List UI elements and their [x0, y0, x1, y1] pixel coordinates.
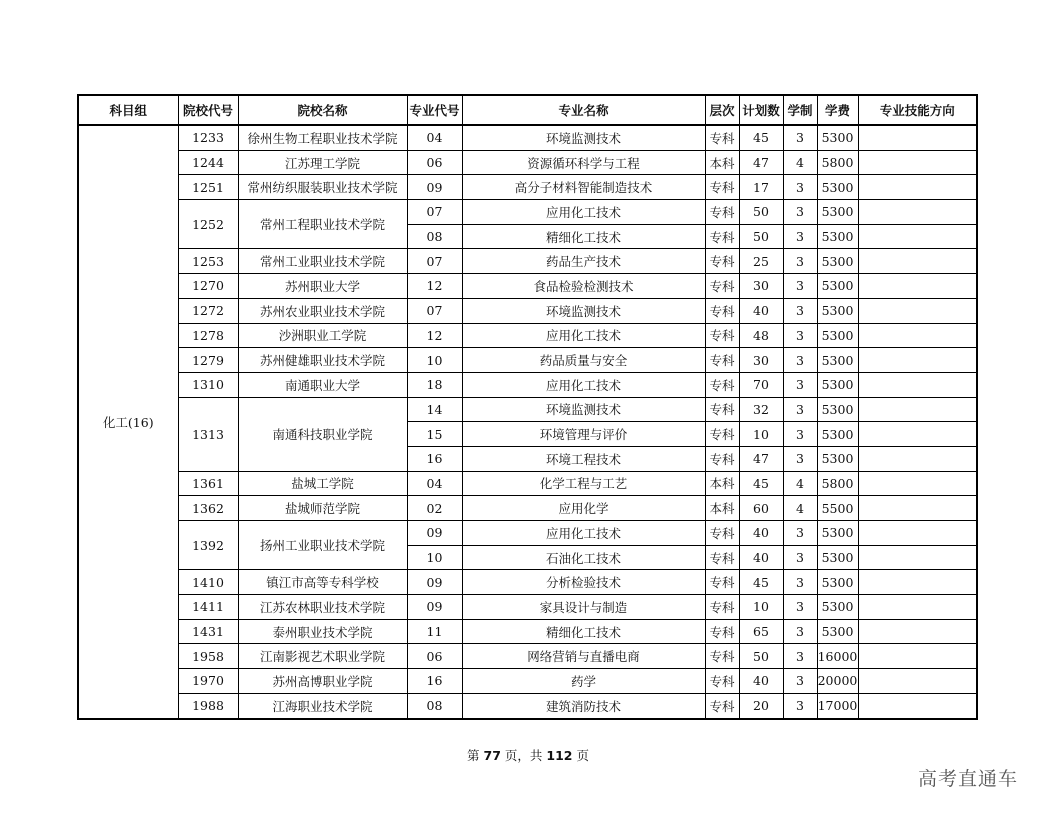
skill-direction-cell [858, 471, 977, 496]
table-row [78, 644, 977, 669]
school-code-cell: 1361 [178, 471, 238, 496]
table-row [78, 669, 977, 694]
plan-count-cell: 17 [739, 175, 783, 200]
duration-cell: 3 [783, 521, 817, 546]
table-row [78, 125, 977, 150]
tuition-cell: 5800 [817, 150, 858, 175]
skill-direction-cell [858, 693, 977, 718]
skill-direction-cell [858, 496, 977, 521]
plan-count-cell: 65 [739, 619, 783, 644]
header-level: 层次 [705, 95, 739, 125]
major-name-cell: 化学工程与工艺 [462, 471, 705, 496]
page-footer [0, 746, 1056, 764]
table-row [78, 619, 977, 644]
major-name-cell: 药品生产技术 [462, 249, 705, 274]
school-code-cell: 1251 [178, 175, 238, 200]
table-row [78, 323, 977, 348]
duration-cell: 3 [783, 323, 817, 348]
school-name-cell: 南通科技职业学院 [238, 397, 407, 471]
plan-count-cell: 40 [739, 669, 783, 694]
level-cell: 专科 [705, 372, 739, 397]
duration-cell: 4 [783, 471, 817, 496]
table-row [78, 348, 977, 373]
major-name-cell: 建筑消防技术 [462, 693, 705, 718]
table-row [78, 175, 977, 200]
footer-suffix: 页 [572, 748, 589, 763]
level-cell: 本科 [705, 471, 739, 496]
skill-direction-cell [858, 397, 977, 422]
skill-direction-cell [858, 644, 977, 669]
skill-direction-cell [858, 125, 977, 150]
skill-direction-cell [858, 249, 977, 274]
major-name-cell: 环境监测技术 [462, 125, 705, 150]
table-row [78, 693, 977, 718]
school-name-cell: 江苏理工学院 [238, 150, 407, 175]
duration-cell: 3 [783, 274, 817, 299]
duration-cell: 3 [783, 175, 817, 200]
school-name-cell: 江南影视艺术职业学院 [238, 644, 407, 669]
tuition-cell: 5300 [817, 298, 858, 323]
level-cell: 专科 [705, 446, 739, 471]
tuition-cell: 5800 [817, 471, 858, 496]
plan-count-cell: 10 [739, 422, 783, 447]
header-duration: 学制 [783, 95, 817, 125]
duration-cell: 3 [783, 125, 817, 150]
duration-cell: 4 [783, 496, 817, 521]
major-name-cell: 石油化工技术 [462, 545, 705, 570]
table-row [78, 397, 977, 422]
school-code-cell: 1431 [178, 619, 238, 644]
plan-count-cell: 40 [739, 521, 783, 546]
level-cell: 专科 [705, 521, 739, 546]
major-code-cell: 06 [407, 644, 462, 669]
tuition-cell: 5300 [817, 570, 858, 595]
major-code-cell: 09 [407, 595, 462, 620]
table-row [78, 595, 977, 620]
header-major-code: 专业代号 [407, 95, 462, 125]
plan-count-cell: 45 [739, 125, 783, 150]
footer-prefix: 第 [467, 748, 484, 763]
school-name-cell: 南通职业大学 [238, 372, 407, 397]
header-school-code: 院校代号 [178, 95, 238, 125]
school-name-cell: 苏州健雄职业技术学院 [238, 348, 407, 373]
skill-direction-cell [858, 545, 977, 570]
level-cell: 专科 [705, 570, 739, 595]
level-cell: 专科 [705, 249, 739, 274]
tuition-cell: 5300 [817, 224, 858, 249]
major-code-cell: 08 [407, 693, 462, 718]
school-code-cell: 1253 [178, 249, 238, 274]
tuition-cell: 5300 [817, 521, 858, 546]
plan-count-cell: 30 [739, 348, 783, 373]
school-name-cell: 沙洲职业工学院 [238, 323, 407, 348]
level-cell: 专科 [705, 175, 739, 200]
skill-direction-cell [858, 446, 977, 471]
plan-count-cell: 45 [739, 570, 783, 595]
major-code-cell: 15 [407, 422, 462, 447]
major-code-cell: 09 [407, 570, 462, 595]
school-code-cell: 1233 [178, 125, 238, 150]
school-name-cell: 常州工程职业技术学院 [238, 200, 407, 249]
major-name-cell: 分析检验技术 [462, 570, 705, 595]
table-row [78, 521, 977, 546]
level-cell: 专科 [705, 595, 739, 620]
major-code-cell: 10 [407, 348, 462, 373]
major-name-cell: 环境监测技术 [462, 397, 705, 422]
plan-count-cell: 30 [739, 274, 783, 299]
duration-cell: 3 [783, 422, 817, 447]
major-name-cell: 环境管理与评价 [462, 422, 705, 447]
duration-cell: 4 [783, 150, 817, 175]
major-code-cell: 10 [407, 545, 462, 570]
skill-direction-cell [858, 323, 977, 348]
plan-count-cell: 48 [739, 323, 783, 348]
table-row [78, 496, 977, 521]
footer-middle: 页，共 [500, 748, 547, 763]
plan-count-cell: 47 [739, 150, 783, 175]
duration-cell: 3 [783, 619, 817, 644]
plan-count-cell: 25 [739, 249, 783, 274]
duration-cell: 3 [783, 397, 817, 422]
school-code-cell: 1313 [178, 397, 238, 471]
header-school-name: 院校名称 [238, 95, 407, 125]
major-code-cell: 08 [407, 224, 462, 249]
school-code-cell: 1310 [178, 372, 238, 397]
header-tuition: 学费 [817, 95, 858, 125]
school-code-cell: 1270 [178, 274, 238, 299]
school-code-cell: 1272 [178, 298, 238, 323]
skill-direction-cell [858, 521, 977, 546]
level-cell: 专科 [705, 298, 739, 323]
plan-count-cell: 40 [739, 298, 783, 323]
school-code-cell: 1392 [178, 521, 238, 570]
watermark: 高考直通车 [918, 768, 1019, 790]
tuition-cell: 5300 [817, 545, 858, 570]
school-name-cell: 苏州高博职业学院 [238, 669, 407, 694]
school-code-cell: 1278 [178, 323, 238, 348]
skill-direction-cell [858, 150, 977, 175]
major-name-cell: 资源循环科学与工程 [462, 150, 705, 175]
tuition-cell: 16000 [817, 644, 858, 669]
tuition-cell: 5300 [817, 595, 858, 620]
skill-direction-cell [858, 224, 977, 249]
level-cell: 专科 [705, 422, 739, 447]
tuition-cell: 5300 [817, 175, 858, 200]
tuition-cell: 5300 [817, 397, 858, 422]
school-code-cell: 1988 [178, 693, 238, 718]
table-row [78, 570, 977, 595]
major-name-cell: 应用化工技术 [462, 372, 705, 397]
skill-direction-cell [858, 274, 977, 299]
tuition-cell: 17000 [817, 693, 858, 718]
major-code-cell: 16 [407, 669, 462, 694]
plan-count-cell: 70 [739, 372, 783, 397]
tuition-cell: 5300 [817, 200, 858, 225]
skill-direction-cell [858, 422, 977, 447]
duration-cell: 3 [783, 298, 817, 323]
plan-count-cell: 32 [739, 397, 783, 422]
duration-cell: 3 [783, 200, 817, 225]
tuition-cell: 20000 [817, 669, 858, 694]
header-row [78, 95, 977, 125]
tuition-cell: 5500 [817, 496, 858, 521]
duration-cell: 3 [783, 446, 817, 471]
school-name-cell: 镇江市高等专科学校 [238, 570, 407, 595]
school-name-cell: 盐城师范学院 [238, 496, 407, 521]
admission-plan-table [77, 94, 978, 720]
plan-count-cell: 50 [739, 224, 783, 249]
major-code-cell: 09 [407, 175, 462, 200]
subject-group-cell: 化工(16) [78, 125, 178, 719]
major-name-cell: 高分子材料智能制造技术 [462, 175, 705, 200]
school-code-cell: 1958 [178, 644, 238, 669]
tuition-cell: 5300 [817, 446, 858, 471]
major-name-cell: 食品检验检测技术 [462, 274, 705, 299]
skill-direction-cell [858, 298, 977, 323]
level-cell: 专科 [705, 669, 739, 694]
school-code-cell: 1244 [178, 150, 238, 175]
plan-count-cell: 47 [739, 446, 783, 471]
level-cell: 专科 [705, 274, 739, 299]
skill-direction-cell [858, 619, 977, 644]
table-row [78, 298, 977, 323]
tuition-cell: 5300 [817, 619, 858, 644]
school-name-cell: 盐城工学院 [238, 471, 407, 496]
current-page-number: 77 [483, 748, 501, 763]
header-subject-group: 科目组 [78, 95, 178, 125]
school-name-cell: 江海职业技术学院 [238, 693, 407, 718]
table-row [78, 150, 977, 175]
major-name-cell: 药品质量与安全 [462, 348, 705, 373]
school-name-cell: 徐州生物工程职业技术学院 [238, 125, 407, 150]
skill-direction-cell [858, 175, 977, 200]
skill-direction-cell [858, 570, 977, 595]
tuition-cell: 5300 [817, 274, 858, 299]
major-name-cell: 精细化工技术 [462, 619, 705, 644]
skill-direction-cell [858, 200, 977, 225]
major-name-cell: 应用化工技术 [462, 200, 705, 225]
tuition-cell: 5300 [817, 372, 858, 397]
major-name-cell: 应用化工技术 [462, 521, 705, 546]
skill-direction-cell [858, 669, 977, 694]
major-code-cell: 16 [407, 446, 462, 471]
school-code-cell: 1970 [178, 669, 238, 694]
level-cell: 专科 [705, 323, 739, 348]
header-plan-count: 计划数 [739, 95, 783, 125]
total-page-number: 112 [546, 748, 573, 763]
duration-cell: 3 [783, 644, 817, 669]
school-name-cell: 江苏农林职业技术学院 [238, 595, 407, 620]
plan-count-cell: 60 [739, 496, 783, 521]
tuition-cell: 5300 [817, 422, 858, 447]
major-code-cell: 04 [407, 125, 462, 150]
school-name-cell: 苏州农业职业技术学院 [238, 298, 407, 323]
table-row [78, 372, 977, 397]
plan-count-cell: 50 [739, 200, 783, 225]
skill-direction-cell [858, 595, 977, 620]
duration-cell: 3 [783, 372, 817, 397]
major-code-cell: 07 [407, 249, 462, 274]
duration-cell: 3 [783, 693, 817, 718]
header-skill-direction: 专业技能方向 [858, 95, 977, 125]
plan-count-cell: 50 [739, 644, 783, 669]
major-code-cell: 07 [407, 200, 462, 225]
school-code-cell: 1362 [178, 496, 238, 521]
level-cell: 本科 [705, 150, 739, 175]
school-name-cell: 苏州职业大学 [238, 274, 407, 299]
duration-cell: 3 [783, 570, 817, 595]
major-code-cell: 12 [407, 323, 462, 348]
major-name-cell: 环境监测技术 [462, 298, 705, 323]
plan-count-cell: 45 [739, 471, 783, 496]
header-major-name: 专业名称 [462, 95, 705, 125]
major-name-cell: 应用化工技术 [462, 323, 705, 348]
major-code-cell: 07 [407, 298, 462, 323]
level-cell: 专科 [705, 644, 739, 669]
major-code-cell: 09 [407, 521, 462, 546]
skill-direction-cell [858, 372, 977, 397]
level-cell: 本科 [705, 496, 739, 521]
table-row [78, 471, 977, 496]
school-name-cell: 扬州工业职业技术学院 [238, 521, 407, 570]
school-code-cell: 1411 [178, 595, 238, 620]
tuition-cell: 5300 [817, 323, 858, 348]
duration-cell: 3 [783, 545, 817, 570]
school-name-cell: 泰州职业技术学院 [238, 619, 407, 644]
level-cell: 专科 [705, 224, 739, 249]
duration-cell: 3 [783, 249, 817, 274]
level-cell: 专科 [705, 545, 739, 570]
level-cell: 专科 [705, 397, 739, 422]
tuition-cell: 5300 [817, 125, 858, 150]
table-body [78, 125, 977, 719]
school-name-cell: 常州工业职业技术学院 [238, 249, 407, 274]
table-row [78, 274, 977, 299]
duration-cell: 3 [783, 595, 817, 620]
major-code-cell: 11 [407, 619, 462, 644]
table-row [78, 200, 977, 225]
major-name-cell: 应用化学 [462, 496, 705, 521]
plan-count-cell: 40 [739, 545, 783, 570]
skill-direction-cell [858, 348, 977, 373]
major-name-cell: 精细化工技术 [462, 224, 705, 249]
major-name-cell: 家具设计与制造 [462, 595, 705, 620]
school-name-cell: 常州纺织服装职业技术学院 [238, 175, 407, 200]
tuition-cell: 5300 [817, 348, 858, 373]
major-code-cell: 04 [407, 471, 462, 496]
level-cell: 专科 [705, 125, 739, 150]
tuition-cell: 5300 [817, 249, 858, 274]
major-name-cell: 环境工程技术 [462, 446, 705, 471]
level-cell: 专科 [705, 200, 739, 225]
duration-cell: 3 [783, 348, 817, 373]
major-name-cell: 药学 [462, 669, 705, 694]
level-cell: 专科 [705, 348, 739, 373]
plan-count-cell: 20 [739, 693, 783, 718]
plan-count-cell: 10 [739, 595, 783, 620]
duration-cell: 3 [783, 669, 817, 694]
school-code-cell: 1279 [178, 348, 238, 373]
duration-cell: 3 [783, 224, 817, 249]
school-code-cell: 1252 [178, 200, 238, 249]
level-cell: 专科 [705, 619, 739, 644]
major-code-cell: 14 [407, 397, 462, 422]
level-cell: 专科 [705, 693, 739, 718]
major-code-cell: 06 [407, 150, 462, 175]
table-row [78, 249, 977, 274]
major-code-cell: 12 [407, 274, 462, 299]
major-code-cell: 18 [407, 372, 462, 397]
major-name-cell: 网络营销与直播电商 [462, 644, 705, 669]
major-code-cell: 02 [407, 496, 462, 521]
school-code-cell: 1410 [178, 570, 238, 595]
